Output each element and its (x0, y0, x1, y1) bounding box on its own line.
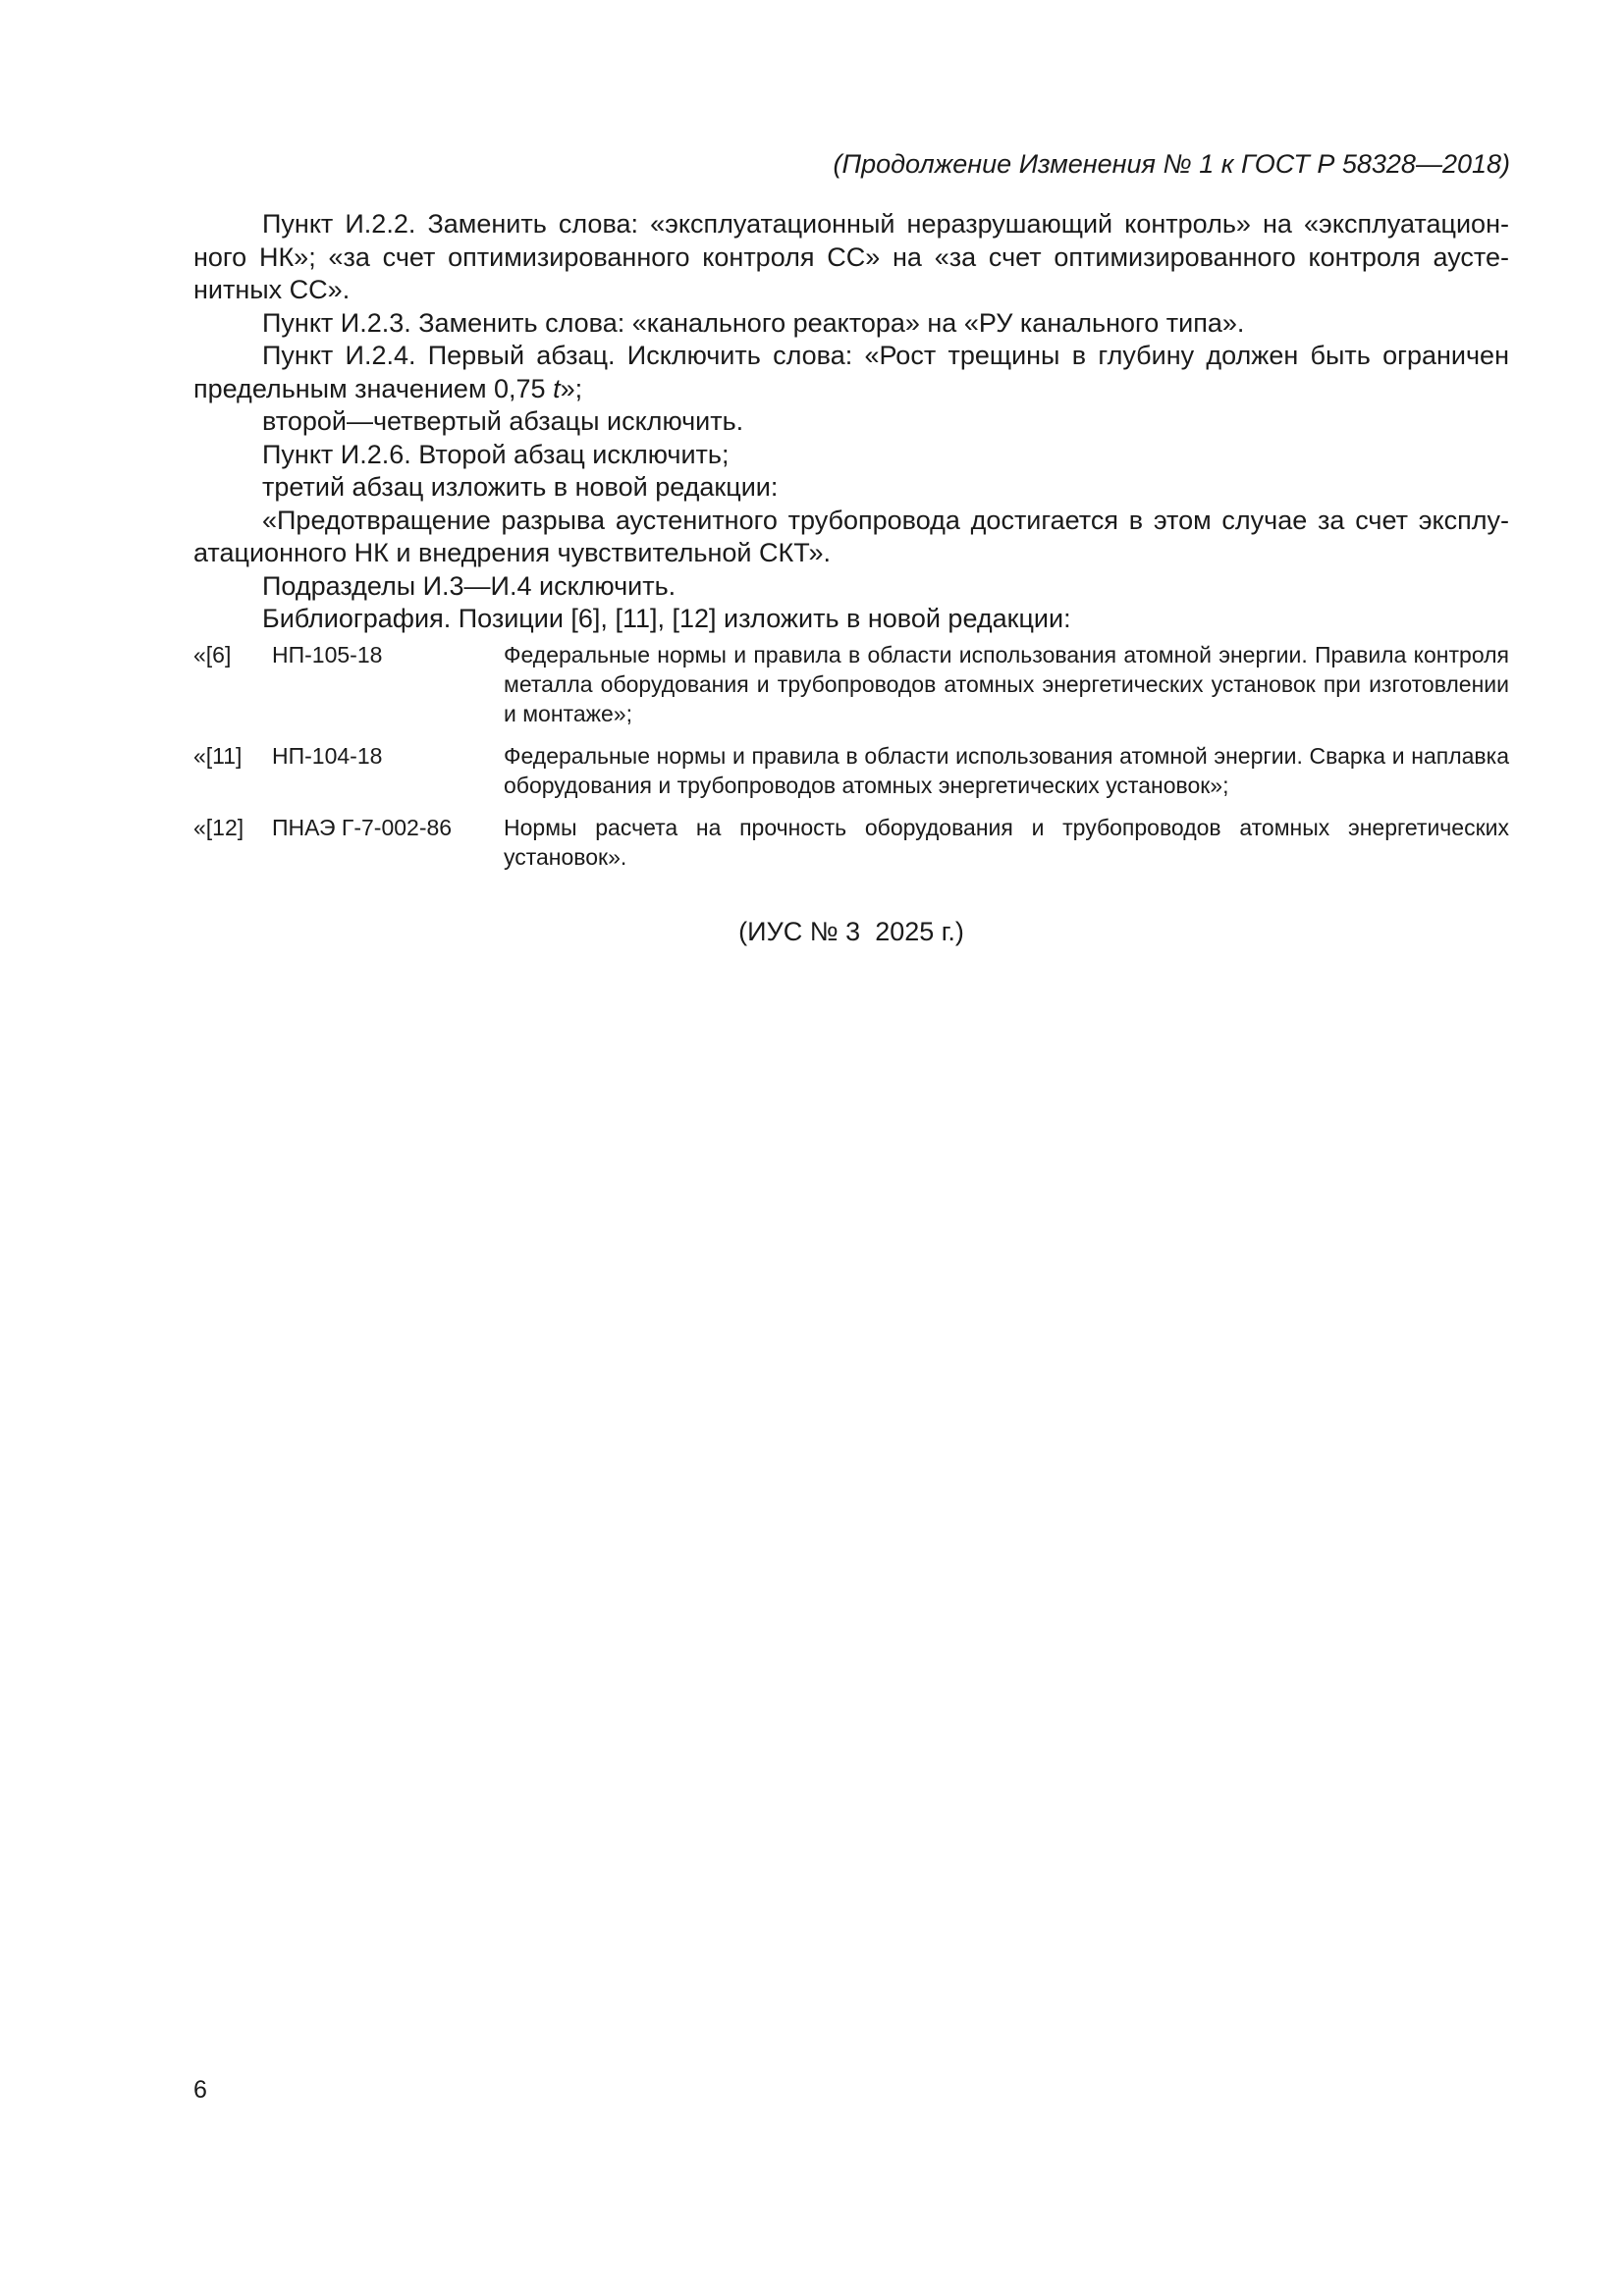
paragraph-item-2-4-start: Пункт И.2.4. Первый абзац. Исключить слова: «Рост трещины в глубину должен быть ограничен предельным значением 0,75 (193, 341, 1509, 403)
paragraph-new-wording: «Предотвращение разрыва аустенитного трубопровода достигается в этом случае за счет эксплуатационного НК и внедрения чувствительной СКТ». (193, 505, 1509, 567)
bibliography-entry (193, 741, 1509, 800)
amendment-text (193, 208, 1509, 636)
bibliography-number: «[12] (193, 815, 244, 840)
paragraph-item-2-6: Пункт И.2.6. Второй абзац исключить; (262, 439, 730, 469)
paragraph-item-2-3: Пункт И.2.3. Заменить слова: «канального реактора» на «РУ канального типа». (262, 307, 1245, 338)
bibliography-title: Федеральные нормы и правила в области использования атомной энергии. Правила контроля металла оборудования и трубопроводов атомных энергетических установок при изготовлении и монтаже»; (504, 642, 1509, 726)
bibliography-number: «[11] (193, 743, 243, 769)
bibliography-title: Федеральные нормы и правила в области использования атомной энергии. Сварка и наплавка оборудования и трубопроводов атомных энергетических установок»; (504, 743, 1509, 798)
bibliography-title: Нормы расчета на прочность оборудования и трубопроводов атомных энергетических установок». (504, 815, 1509, 870)
paragraph-third-abzac: третий абзац изложить в новой редакции: (262, 472, 779, 502)
bibliography-code: НП-105-18 (272, 642, 383, 667)
paragraph-subsections: Подразделы И.3—И.4 исключить. (262, 570, 677, 601)
variable-t: t (553, 373, 561, 403)
bibliography-entry (193, 813, 1509, 872)
bibliography-list (193, 640, 1509, 884)
ius-reference: (ИУС № 3 2025 г.) (738, 917, 964, 946)
paragraph-item-2-4-end: »; (560, 373, 583, 403)
bibliography-code: ПНАЭ Г-7-002-86 (272, 815, 453, 840)
paragraph-exclude-abzacy: второй—четвертый абзацы исключить. (262, 406, 744, 436)
paragraph-item-2-2: Пункт И.2.2. Заменить слова: «эксплуатационный неразрушающий контроль» на «эксплуатационного НК»; «за счет оптимизированного контроля СС» на «за счет оптимизированного контроля аустенитных СС». (193, 209, 1509, 304)
bibliography-number: «[6] (193, 642, 232, 667)
continuation-header: (Продолжение Изменения № 1 к ГОСТ Р 58328—2018) (833, 149, 1510, 179)
bibliography-entry (193, 640, 1509, 728)
paragraph-bibliography: Библиография. Позиции [6], [11], [12] изложить в новой редакции: (262, 604, 1071, 633)
page-number: 6 (193, 2076, 207, 2104)
bibliography-code: НП-104-18 (272, 743, 383, 769)
paragraph-item-2-4 (193, 340, 1509, 405)
